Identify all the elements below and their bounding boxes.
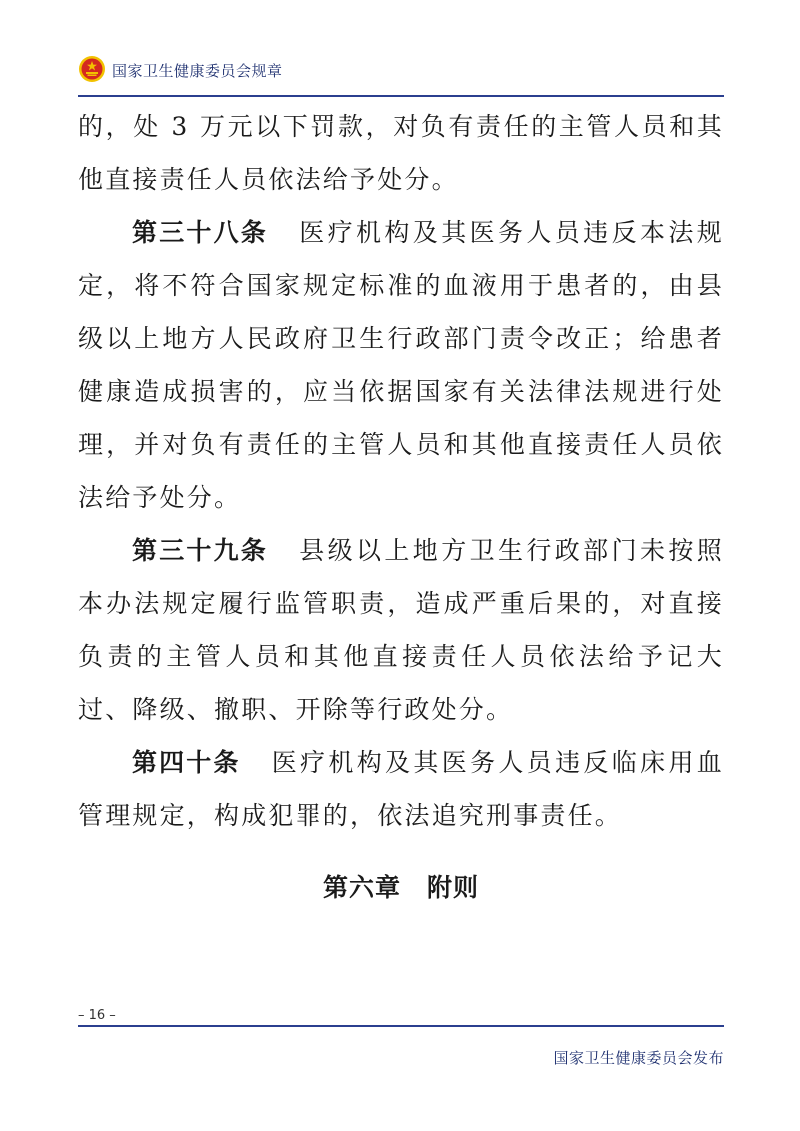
page-number: – 16 – — [78, 1008, 116, 1023]
footer-divider — [78, 1025, 724, 1027]
document-body — [78, 100, 724, 842]
paragraph-continuation: 的，处 3 万元以下罚款，对负有责任的主管人员和其他直接责任人员依法给予处分。 — [78, 112, 724, 194]
footer-publisher: 国家卫生健康委员会发布 — [553, 1049, 724, 1067]
article-38-number: 第三十八条 — [132, 218, 268, 247]
chapter-heading: 第六章 附则 — [322, 873, 479, 902]
header-divider — [78, 95, 724, 97]
article-39-text: 县级以上地方卫生行政部门未按照本办法规定履行监管职责，造成严重后果的，对直接负责的主管人员和其他直接责任人员依法给予记大过、降级、撤职、开除等行政处分。 — [78, 536, 724, 724]
article-38-text: 医疗机构及其医务人员违反本法规定，将不符合国家规定标准的血液用于患者的，由县级以上地方人民政府卫生行政部门责令改正；给患者健康造成损害的，应当依据国家有关法律法规进行处理，并对负有责任的主管人员和其他直接责任人员依法给予处分。 — [78, 218, 724, 512]
page-header — [78, 54, 724, 88]
article-39-number: 第三十九条 — [132, 536, 268, 565]
article-39 — [78, 524, 724, 736]
article-40 — [78, 736, 724, 842]
article-38 — [78, 206, 724, 524]
article-40-number: 第四十条 — [132, 748, 241, 777]
article-40-text: 医疗机构及其医务人员违反临床用血管理规定，构成犯罪的，依法追究刑事责任。 — [78, 748, 724, 830]
header-title: 国家卫生健康委员会规章 — [112, 62, 283, 80]
national-emblem-icon — [78, 55, 106, 83]
